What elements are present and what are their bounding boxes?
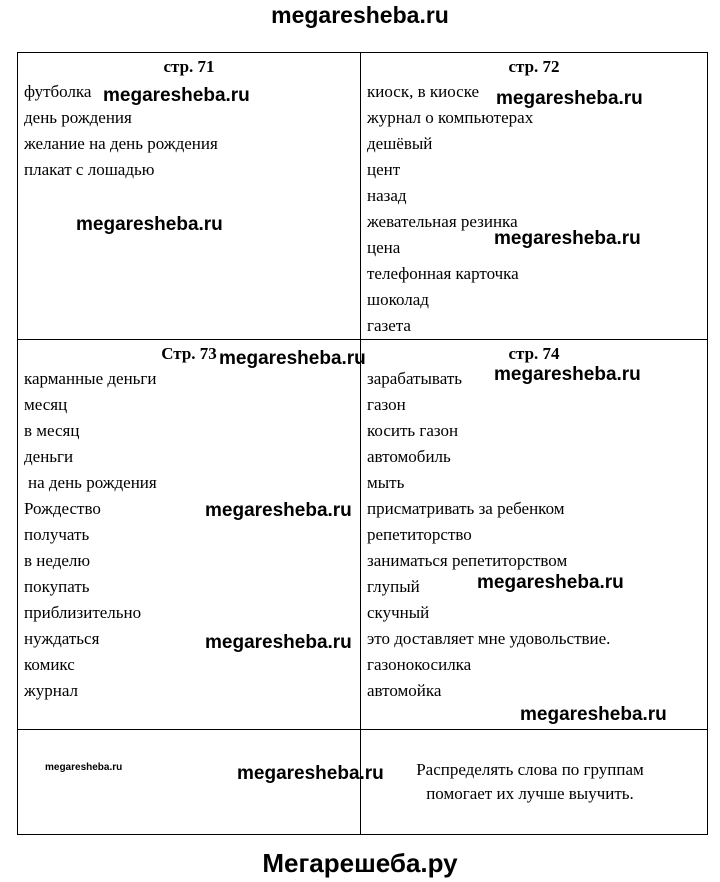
word-item: в месяц	[24, 421, 80, 440]
word-item: месяц	[24, 395, 68, 414]
watermark: megaresheba.ru	[76, 214, 223, 235]
study-tip-line: Распределять слова по группам	[416, 760, 644, 779]
word-item: цент	[367, 160, 401, 179]
word-item: жевательная резинка	[367, 212, 518, 231]
watermark: megaresheba.ru	[494, 364, 641, 385]
word-item: назад	[367, 186, 407, 205]
watermark: megaresheba.ru	[205, 632, 352, 653]
word-list-72	[361, 79, 707, 339]
word-item: глупый	[367, 577, 420, 596]
word-item: мыть	[367, 473, 405, 492]
study-tip-line: помогает их лучше выучить.	[426, 784, 634, 803]
word-item: газонокосилка	[367, 655, 472, 674]
page-heading-72: стр. 72	[508, 57, 560, 76]
section-page-73	[18, 340, 361, 730]
page-heading-71: стр. 71	[163, 57, 215, 76]
site-credit: megaresheba.ru	[45, 762, 123, 773]
watermark: megaresheba.ru	[494, 228, 641, 249]
page-heading-74: стр. 74	[508, 344, 560, 363]
watermark: megaresheba.ru	[103, 85, 250, 106]
watermark: megaresheba.ru	[520, 704, 667, 725]
section-page-74	[361, 340, 708, 730]
word-item: комикс	[24, 655, 75, 674]
word-item: на день рождения	[28, 473, 157, 492]
watermark: megaresheba.ru	[237, 763, 384, 784]
study-tip	[380, 758, 680, 806]
word-item: приблизительно	[24, 603, 142, 622]
word-item: желание на день рождения	[24, 134, 218, 153]
page-heading-73: Стр. 73	[161, 344, 217, 363]
word-item: журнал о компьютерах	[367, 108, 534, 127]
word-item: цена	[367, 238, 401, 257]
word-item: шоколад	[367, 290, 429, 309]
word-item: получать	[24, 525, 90, 544]
word-item: Рождество	[24, 499, 101, 518]
word-item: плакат с лошадью	[24, 160, 155, 179]
word-item: это доставляет мне удовольствие.	[367, 629, 611, 648]
word-item: косить газон	[367, 421, 459, 440]
watermark: megaresheba.ru	[205, 500, 352, 521]
word-item: нуждаться	[24, 629, 100, 648]
word-item: автомобиль	[367, 447, 451, 466]
word-item: день рождения	[24, 108, 132, 127]
word-item: газон	[367, 395, 406, 414]
word-item: зарабатывать	[367, 369, 463, 388]
word-item: в неделю	[24, 551, 91, 570]
site-footer: Мегарешеба.ру	[262, 848, 458, 878]
watermark: megaresheba.ru	[477, 572, 624, 593]
site-header: megaresheba.ru	[271, 2, 449, 28]
word-item: деньги	[24, 447, 74, 466]
word-item: карманные деньги	[24, 369, 157, 388]
word-item: футболка	[24, 82, 92, 101]
word-item: заниматься репетиторством	[367, 551, 568, 570]
word-list-74	[361, 366, 707, 704]
word-item: дешёвый	[367, 134, 433, 153]
word-item: газета	[367, 316, 411, 335]
word-item: скучный	[367, 603, 430, 622]
word-item: автомойка	[367, 681, 442, 700]
word-item: покупать	[24, 577, 90, 596]
word-item: телефонная карточка	[367, 264, 519, 283]
word-item: присматривать за ребенком	[367, 499, 565, 518]
watermark: megaresheba.ru	[219, 348, 366, 369]
word-item: киоск, в киоске	[367, 82, 480, 101]
word-item: репетиторство	[367, 525, 472, 544]
word-item: журнал	[24, 681, 79, 700]
watermark: megaresheba.ru	[496, 88, 643, 109]
